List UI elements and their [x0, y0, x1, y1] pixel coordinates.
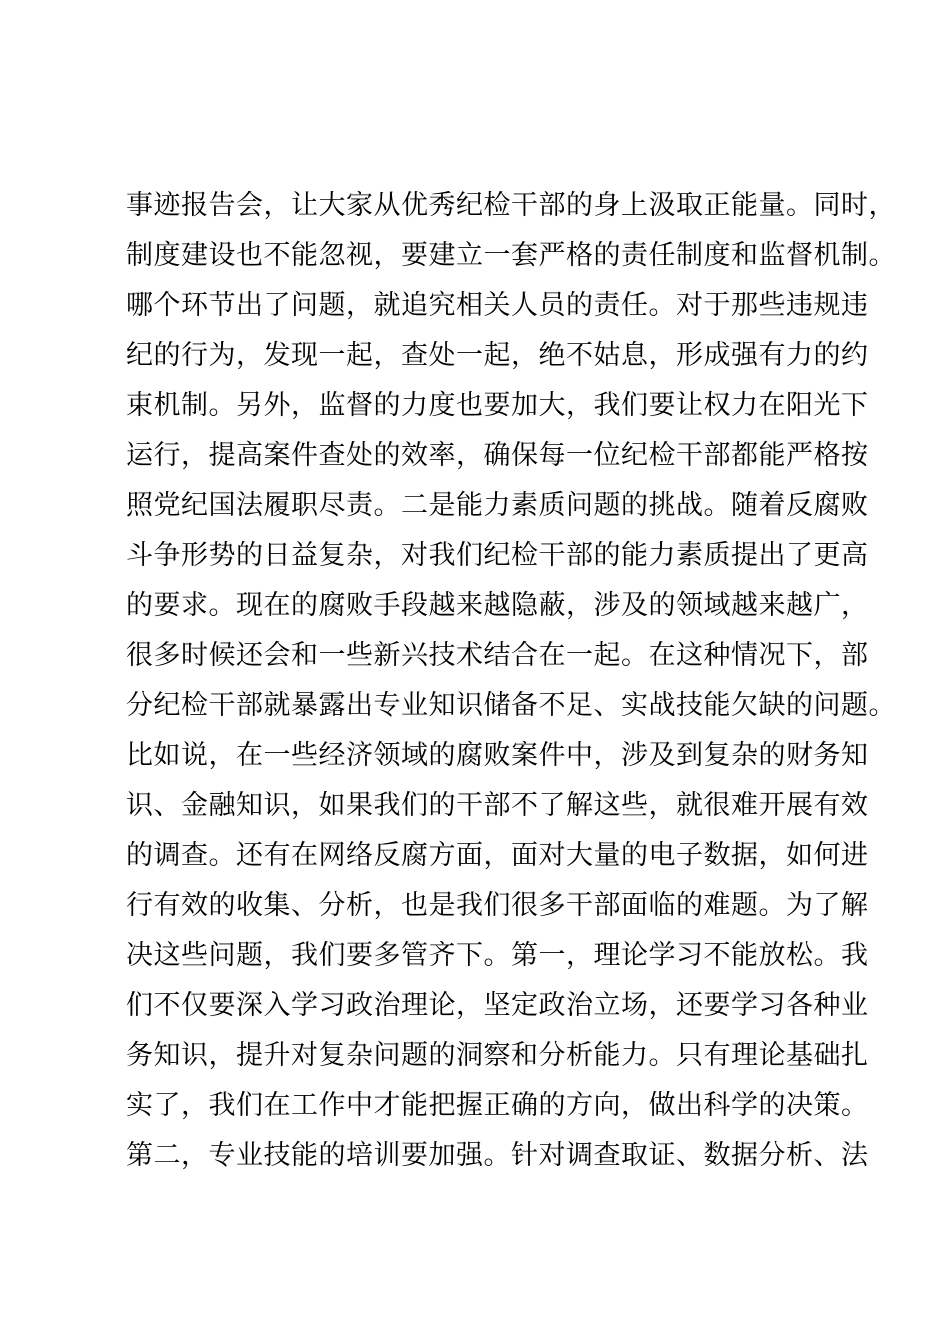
- text-line: 纪的行为，发现一起，查处一起，绝不姑息，形成强有力的约: [126, 340, 869, 371]
- body-text: [126, 181, 896, 1181]
- text-line: 行有效的收集、分析，也是我们很多干部面临的难题。为了解: [126, 890, 869, 921]
- text-line: 很多时候还会和一些新兴技术结合在一起。在这种情况下，部: [126, 640, 869, 671]
- text-line: 们不仅要深入学习政治理论，坚定政治立场，还要学习各种业: [126, 990, 869, 1021]
- text-line: 哪个环节出了问题，就追究相关人员的责任。对于那些违规违: [126, 290, 869, 321]
- text-line: 第二，专业技能的培训要加强。针对调查取证、数据分析、法: [126, 1140, 869, 1171]
- text-line: 束机制。另外，监督的力度也要加大，我们要让权力在阳光下: [126, 390, 869, 421]
- text-line: 决这些问题，我们要多管齐下。第一，理论学习不能放松。我: [126, 940, 869, 971]
- text-line: 斗争形势的日益复杂，对我们纪检干部的能力素质提出了更高: [126, 540, 869, 571]
- text-line: 的调查。还有在网络反腐方面，面对大量的电子数据，如何进: [126, 840, 869, 871]
- text-line: 照党纪国法履职尽责。二是能力素质问题的挑战。随着反腐败: [126, 490, 869, 521]
- text-line: 实了，我们在工作中才能把握正确的方向，做出科学的决策。: [126, 1090, 869, 1121]
- text-line: 制度建设也不能忽视，要建立一套严格的责任制度和监督机制。: [126, 240, 896, 271]
- text-line: 事迹报告会，让大家从优秀纪检干部的身上汲取正能量。同时，: [126, 190, 896, 221]
- text-line: 识、金融知识，如果我们的干部不了解这些，就很难开展有效: [126, 790, 869, 821]
- text-line: 务知识，提升对复杂问题的洞察和分析能力。只有理论基础扎: [126, 1040, 869, 1071]
- text-line: 运行，提高案件查处的效率，确保每一位纪检干部都能严格按: [126, 440, 869, 471]
- text-line: 分纪检干部就暴露出专业知识储备不足、实战技能欠缺的问题。: [126, 690, 896, 721]
- text-line: 的要求。现在的腐败手段越来越隐蔽，涉及的领域越来越广，: [126, 590, 869, 621]
- text-line: 比如说，在一些经济领域的腐败案件中，涉及到复杂的财务知: [126, 740, 869, 771]
